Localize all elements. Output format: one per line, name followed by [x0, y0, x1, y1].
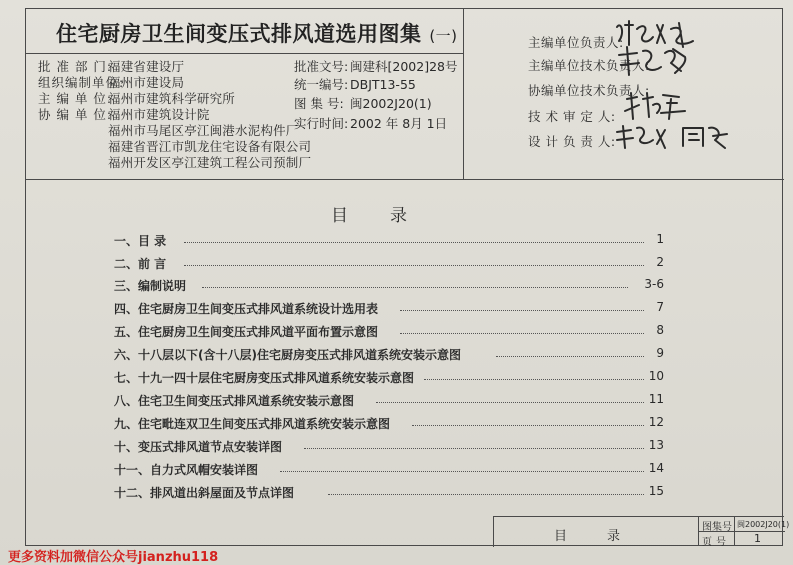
- toc-item-title: 九、住宅毗连双卫生间变压式排风道系统安装示意图: [114, 417, 391, 431]
- toc-item-page: 7: [656, 300, 664, 314]
- resp-label-4: 技 术 审 定 人:: [528, 109, 616, 124]
- unified-number-label: 统一编号:: [294, 77, 349, 92]
- toc-item-leader: [376, 402, 644, 403]
- toc-item-leader: [412, 425, 644, 426]
- title-block-right: [463, 9, 784, 180]
- atlas-number-row: [294, 97, 432, 111]
- footer-title: 目录: [554, 529, 661, 544]
- toc-item-page: 11: [648, 392, 664, 406]
- toc-item-leader: [496, 356, 644, 357]
- unified-number-row: [294, 78, 416, 92]
- approval-dept-label: 批 准 部 门:: [38, 59, 113, 74]
- toc-heading: 目录: [331, 206, 449, 226]
- toc-item-leader: [328, 494, 644, 495]
- toc-item[interactable]: [114, 461, 664, 479]
- toc-item-leader: [304, 448, 644, 449]
- main-title: [56, 18, 458, 48]
- toc-item-title: 六、十八层以下(含十八层)住宅厨房变压式排风道系统安装示意图: [114, 348, 461, 362]
- toc-item[interactable]: [114, 484, 664, 502]
- co-editor-label: 协 编 单 位:: [38, 107, 113, 122]
- toc-item-leader: [184, 265, 644, 266]
- co-unit-1: 福州市马尾区亭江闽港水泥构件厂: [108, 123, 299, 138]
- toc-item[interactable]: [114, 415, 664, 433]
- organizer-label: 组织编制单位:: [38, 75, 125, 90]
- toc-item[interactable]: [114, 438, 664, 456]
- toc-item-page: 9: [656, 346, 664, 360]
- toc-item-page: 13: [648, 438, 664, 452]
- atlas-number-label: 图 集 号:: [294, 96, 344, 111]
- toc-item-page: 15: [648, 484, 664, 498]
- toc-item[interactable]: [114, 232, 664, 250]
- atlas-label: 图集号: [702, 522, 732, 533]
- effective-date-label: 实行时间:: [294, 116, 349, 131]
- toc-item-page: 12: [648, 415, 664, 429]
- toc-item-leader: [280, 471, 644, 472]
- toc-item-title: 三、编制说明: [114, 279, 187, 293]
- toc-item-title: 十一、自力式风帽安装详图: [114, 463, 259, 477]
- resp-row-1: [528, 33, 624, 51]
- approval-number-value: 闽建科[2002]28号: [350, 59, 458, 74]
- title-divider: [26, 53, 463, 54]
- atlas-value: 闽2002J20(1): [737, 520, 790, 529]
- toc-item-leader: [400, 333, 644, 334]
- toc-item-title: 四、住宅厨房卫生间变压式排风道系统设计选用表: [114, 302, 379, 316]
- approval-dept-row: [38, 60, 184, 74]
- toc-item-page: 14: [648, 461, 664, 475]
- toc-item[interactable]: [114, 323, 664, 341]
- title-block-left: [26, 9, 464, 180]
- resp-row-3: [528, 81, 650, 99]
- sheet-frame: [25, 8, 790, 548]
- toc-item-page: 8: [656, 323, 664, 337]
- chief-editor-label: 主 编 单 位:: [38, 91, 113, 106]
- main-title-suffix: (一): [429, 27, 458, 45]
- toc-item[interactable]: [114, 392, 664, 410]
- signature-3: [623, 91, 693, 125]
- toc-item-title: 十、变压式排风道节点安装详图: [114, 440, 283, 454]
- main-title-text: 住宅厨房卫生间变压式排风道选用图集: [56, 22, 422, 46]
- chief-editor-row: [38, 92, 235, 106]
- approval-number-row: [294, 60, 457, 74]
- chief-editor-value: 福州市建筑科学研究所: [108, 91, 236, 106]
- toc-item[interactable]: [114, 255, 664, 273]
- resp-label-5: 设 计 负 责 人:: [528, 134, 616, 149]
- toc-item-leader: [424, 379, 644, 380]
- atlas-number-value: 闽2002J20(1): [350, 96, 432, 111]
- toc-item-title: 十二、排风道出斜屋面及节点详图: [114, 486, 295, 500]
- effective-date-value: 2002 年 8月 1日: [350, 116, 448, 131]
- resp-label-2: 主编单位技术负责人:: [528, 58, 650, 73]
- effective-date-row: [294, 117, 447, 131]
- toc-item-page: 10: [648, 369, 664, 383]
- toc-item-title: 二、前 言: [114, 257, 167, 271]
- toc-item-title: 七、十九一四十层住宅厨房变压式排风道系统安装示意图: [114, 371, 415, 385]
- page-label: 页号: [702, 537, 730, 548]
- toc-item[interactable]: [114, 300, 664, 318]
- resp-label-3: 协编单位技术负责人:: [528, 83, 650, 98]
- organizer-row: [38, 76, 184, 90]
- co-editor-value: 福州市建筑设计院: [108, 107, 210, 122]
- toc-item-page: 2: [656, 255, 664, 269]
- toc-item-title: 八、住宅卫生间变压式排风道系统安装示意图: [114, 394, 355, 408]
- toc-item-title: 五、住宅厨房卫生间变压式排风道平面布置示意图: [114, 325, 379, 339]
- toc-item[interactable]: [114, 277, 664, 295]
- toc-item-leader: [202, 287, 628, 288]
- toc-item-leader: [184, 242, 644, 243]
- approval-dept-value: 福建省建设厅: [108, 59, 185, 74]
- toc-item[interactable]: [114, 346, 664, 364]
- approval-number-label: 批准文号:: [294, 59, 349, 74]
- co-unit-3: 福州开发区亭江建筑工程公司预制厂: [108, 155, 312, 170]
- signature-4: [613, 122, 733, 152]
- drawing-footer-block: [493, 516, 790, 548]
- resp-row-2: [528, 56, 650, 74]
- resp-row-4: [528, 107, 616, 125]
- title-block: [26, 9, 784, 180]
- toc-item-leader: [400, 310, 644, 311]
- signature-2: [615, 45, 695, 79]
- toc-item-title: 一、目 录: [114, 234, 167, 248]
- co-unit-2: 福建省晋江市凯龙住宅设备有限公司: [108, 139, 312, 154]
- resp-label-1: 主编单位负责人:: [528, 35, 624, 50]
- resp-row-5: [528, 132, 616, 150]
- page-value: 1: [754, 532, 761, 545]
- toc-item-page: 1: [656, 232, 664, 246]
- co-editor-row: [38, 108, 210, 122]
- toc-item[interactable]: [114, 369, 664, 387]
- unified-number-value: DBJT13-55: [350, 77, 416, 92]
- watermark-text: 更多资料加微信公众号jianzhu118: [8, 550, 219, 565]
- organizer-value: 福州市建设局: [108, 75, 185, 90]
- toc-item-page: 3-6: [644, 277, 664, 291]
